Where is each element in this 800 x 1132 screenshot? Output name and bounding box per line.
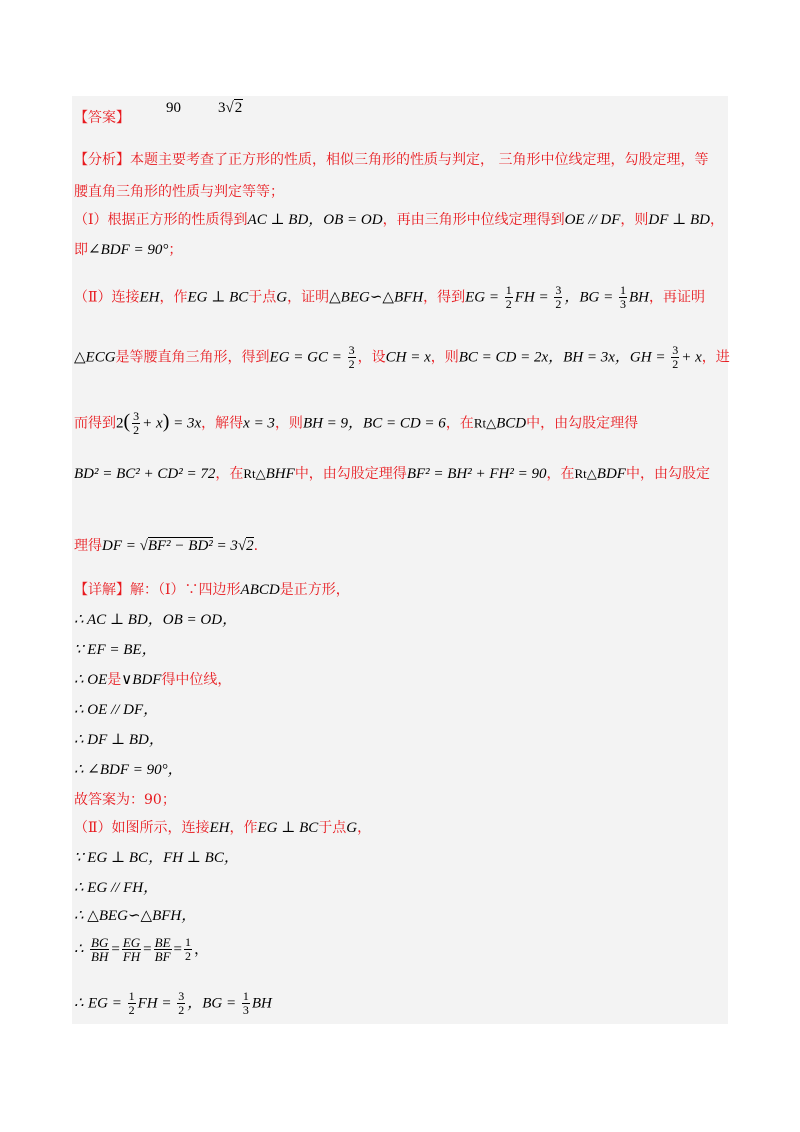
math-ac-perp-bd: AC ⊥ BD，OB = OD bbox=[247, 212, 383, 228]
answer-line bbox=[74, 108, 130, 128]
detail-line-8: 故答案为：90； bbox=[74, 792, 176, 808]
analysis-label: 【分析】 bbox=[74, 152, 130, 168]
analysis-part2-line-2: △ECG是等腰直角三角形，得到EG = GC = $\frac{3}{2}$ ，设CH = x，则BC = CD = 2x，BH = 3x，GH = $\frac{3}{2}$ + x，进 bbox=[74, 343, 730, 371]
detail-line-13: ∴ $\frac{BG}{BH}$ = $\frac{EG}{FH}$ = $\frac{BE}{BF}$ = $\frac{1}{2}$ ， bbox=[74, 935, 209, 964]
detail-line-12: ∴ △BEG∽△BFH， bbox=[74, 908, 197, 924]
answer-value-2: 3√2 bbox=[218, 100, 243, 116]
detail-line-7: ∴ ∠BDF = 90°， bbox=[74, 762, 183, 778]
analysis-part1-line-2: 即∠BDF = 90°； bbox=[74, 242, 183, 258]
detail-line-14: ∴ EG = $\frac{1}{2}$ FH = $\frac{3}{2}$ ，BG = $\frac{1}{3}$ BH bbox=[74, 989, 272, 1017]
detail-line-1: 【详解】解：（Ⅰ）∵四边形ABCD是正方形， bbox=[74, 582, 350, 598]
detail-line-2: ∴ AC ⊥ BD，OB = OD， bbox=[74, 612, 238, 628]
analysis-part2-line-3: 而得到2( $\frac{3}{2}$ + x) = 3x，解得x = 3，则BH = 9，BC = CD = 6，在Rt△BCD中，由勾股定理得 bbox=[74, 409, 639, 437]
analysis-part1-line: （Ⅰ）根据正方形的性质得到AC ⊥ BD，OB = OD，再由三角形中位线定理得到OE // DF，则DF ⊥ BD， bbox=[74, 212, 725, 228]
detail-line-4: ∴ OE是∨BDF得中位线， bbox=[74, 672, 232, 688]
analysis-part2-line-5: 理得DF = √BF² − BD² = 3√2. bbox=[74, 538, 259, 554]
math-similar-triangles: △BEG∽△BFH bbox=[329, 289, 424, 306]
detail-line-10: ∵ EG ⊥ BC，FH ⊥ BC， bbox=[74, 850, 239, 866]
math-angle-bdf: ∠BDF = 90° bbox=[88, 242, 169, 258]
detail-label: 【详解】 bbox=[74, 582, 130, 598]
detail-line-3: ∵ EF = BE， bbox=[74, 642, 157, 658]
analysis-part2-line-4: BD² = BC² + CD² = 72，在Rt△BHF中，由勾股定理得BF² = BH² + FH² = 90，在Rt△BDF中，由勾股定 bbox=[74, 466, 710, 482]
detail-line-11: ∴ EG // FH， bbox=[74, 880, 159, 896]
math-oe-parallel-df: OE // DF bbox=[564, 212, 621, 228]
analysis-line-1 bbox=[74, 150, 708, 170]
math-df-perp-bd: DF ⊥ BD bbox=[648, 212, 711, 228]
analysis-part2-line-1: （Ⅱ）连接EH，作EG ⊥ BC于点G，证明△BEG∽△BFH，得到EG = $\frac{1}{2}$ FH = $\frac{3}{2}$ ，BG = $\frac{1}{3}$ BH，再证明 bbox=[74, 283, 705, 311]
detail-line-5: ∴ OE // DF， bbox=[74, 702, 159, 718]
content-panel bbox=[72, 96, 728, 1024]
analysis-text-1: 本题主要考查了正方形的性质，相似三角形的性质与判定， 三角形中位线定理，勾股定理，等 bbox=[130, 152, 709, 168]
detail-line-6: ∴ DF ⊥ BD， bbox=[74, 732, 164, 748]
analysis-line-2: 腰直角三角形的性质与判定等等； bbox=[74, 184, 284, 200]
answer-label: 【答案】 bbox=[74, 110, 130, 126]
answer-value-1: 90 bbox=[166, 100, 181, 116]
detail-line-9: （Ⅱ）如图所示，连接EH，作EG ⊥ BC于点G， bbox=[74, 820, 372, 836]
